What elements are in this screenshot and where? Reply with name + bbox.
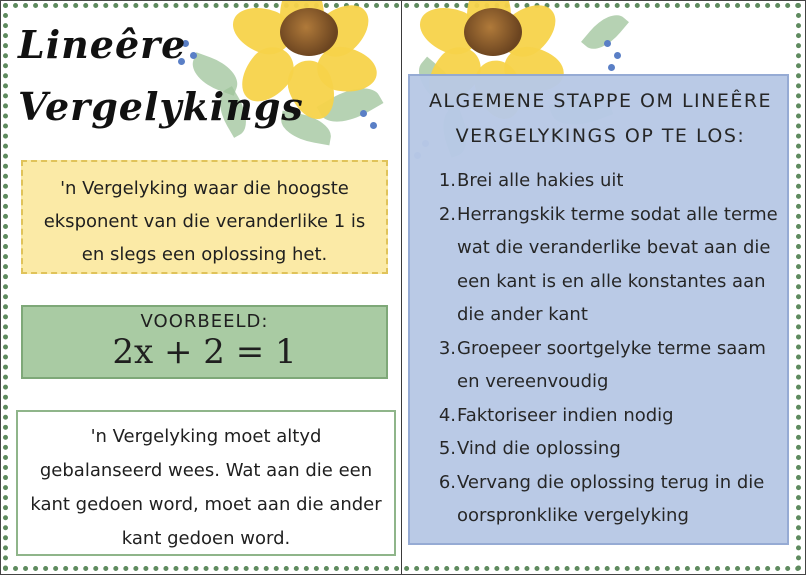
steps-heading-line-1: ALGEMENE STAPPE OM LINEÊRE — [428, 90, 773, 112]
step-text: Herrangskik terme sodat alle terme wat die veranderlike bevat aan die een kant is en alle konstantes aan die ander kant — [457, 203, 778, 325]
definition-text: 'n Vergelyking waar die hoogste eksponent van die veranderlike 1 is en slegs een oplossing het. — [43, 178, 366, 265]
example-label: VOORBEELD: — [140, 311, 269, 332]
balance-note-text: 'n Vergelyking moet altyd gebalanseerd wees. Wat aan die een kant gedoen word, moet aan die ander kant gedoen word. — [30, 426, 382, 549]
step-number: 2. — [438, 203, 456, 225]
step-text: Groepeer soortgelyke terme saam en vereenvoudig — [457, 337, 766, 392]
step-text: Brei alle hakies uit — [457, 170, 624, 191]
step-number: 4. — [438, 404, 456, 426]
step-text: Faktoriseer indien nodig — [457, 404, 674, 426]
step-number: 5. — [438, 438, 456, 459]
step-number: 3. — [438, 337, 456, 359]
step-number: 6. — [438, 471, 456, 493]
steps-heading-line-2: VERGELYKINGS OP TE LOS: — [455, 125, 746, 147]
title-line-2: Vergelykings — [18, 84, 304, 129]
step-number: 1. — [438, 170, 456, 191]
step-text: Vind die oplossing — [457, 438, 621, 459]
step-text: Vervang die oplossing terug in die oorspronklike vergelyking — [457, 471, 765, 526]
example-equation: 2x + 2 = 1 — [112, 332, 297, 372]
title-line-1: Lineêre — [18, 22, 187, 67]
